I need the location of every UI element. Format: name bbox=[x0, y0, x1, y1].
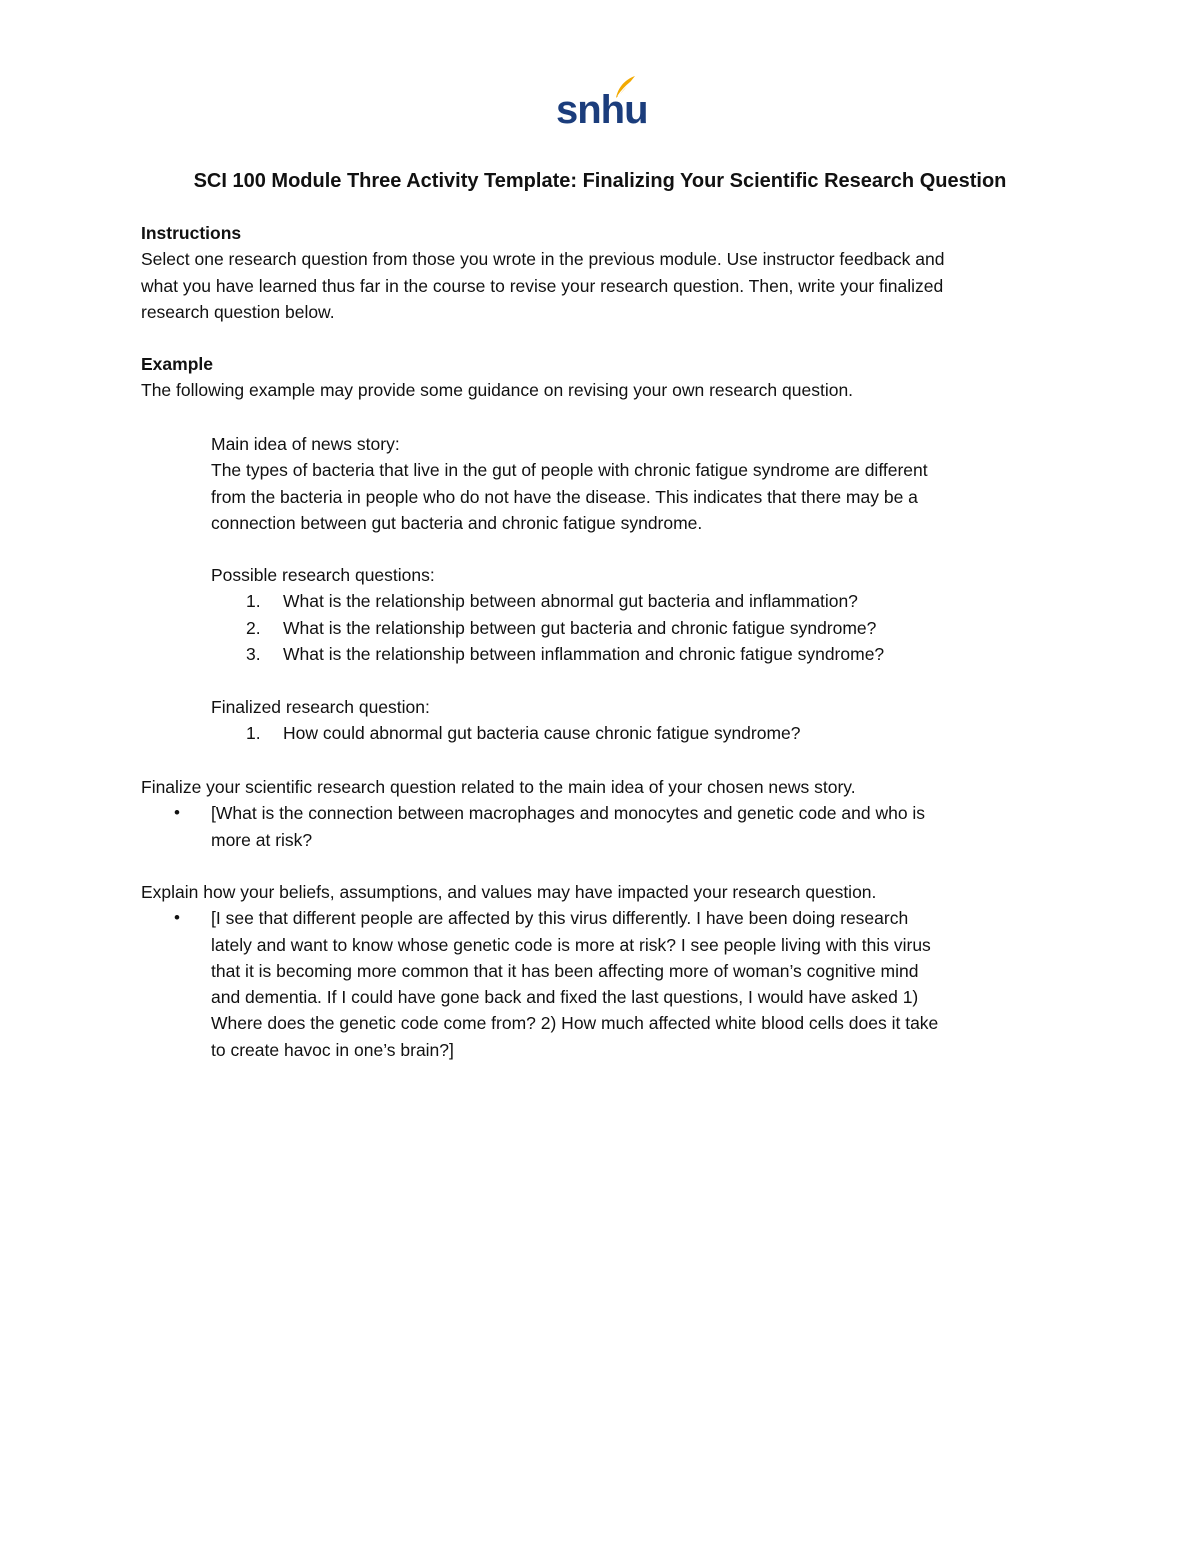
main-idea-line-1: The types of bacteria that live in the gut of people with chronic fatigue syndrome are different bbox=[211, 460, 928, 481]
finalized-question-section bbox=[211, 694, 1061, 747]
explain-answer-line-5: Where does the genetic code come from? 2) How much affected white blood cells does it take bbox=[211, 1013, 939, 1034]
possible-questions-label: Possible research questions: bbox=[211, 565, 435, 585]
instructions-line-3: research question below. bbox=[141, 301, 335, 322]
explain-prompt: Explain how your beliefs, assumptions, and values may have impacted your research question. bbox=[141, 882, 877, 902]
example-heading: Example bbox=[141, 354, 213, 374]
finalize-prompt: Finalize your scientific research question related to the main idea of your chosen news story. bbox=[141, 777, 856, 797]
possible-questions-list bbox=[211, 588, 1061, 667]
explain-section bbox=[141, 879, 1061, 1063]
list-text: What is the relationship between abnormal gut bacteria and inflammation? bbox=[283, 591, 858, 612]
instructions-heading: Instructions bbox=[141, 223, 242, 243]
example-intro: The following example may provide some guidance on revising your own research question. bbox=[141, 380, 854, 401]
main-idea-line-2: from the bacteria in people who do not have the disease. This indicates that there may be a bbox=[211, 486, 918, 507]
finalize-answer-line-1: [What is the connection between macrophages and monocytes and genetic code and who is bbox=[211, 803, 926, 824]
list-number: 1. bbox=[246, 591, 261, 612]
snhu-logo bbox=[556, 74, 648, 134]
list-number: 2. bbox=[246, 617, 261, 638]
possible-questions-section bbox=[211, 562, 1061, 667]
list-item bbox=[211, 641, 1061, 667]
main-idea-section bbox=[211, 431, 1061, 536]
list-item bbox=[211, 588, 1061, 614]
list-text: What is the relationship between inflammation and chronic fatigue syndrome? bbox=[283, 643, 885, 664]
finalized-questions-list bbox=[211, 720, 1061, 746]
list-item bbox=[211, 615, 1061, 641]
bullet-icon: • bbox=[174, 803, 180, 823]
list-number: 1. bbox=[246, 723, 261, 744]
explain-answer-line-2: lately and want to know whose genetic code is more at risk? I see people living with this virus bbox=[211, 934, 931, 955]
logo-text: snhu bbox=[556, 88, 648, 132]
list-number: 3. bbox=[246, 643, 261, 664]
finalize-answer-line-2: more at risk? bbox=[211, 829, 313, 850]
list-text: What is the relationship between gut bacteria and chronic fatigue syndrome? bbox=[283, 617, 877, 638]
instructions-line-2: what you have learned thus far in the course to revise your research question. Then, write your finalized bbox=[141, 275, 944, 296]
main-idea-label: Main idea of news story: bbox=[211, 434, 400, 454]
example-section bbox=[141, 351, 1061, 404]
bullet-icon: • bbox=[174, 908, 180, 928]
finalized-question-label: Finalized research question: bbox=[211, 697, 430, 717]
main-idea-line-3: connection between gut bacteria and chronic fatigue syndrome. bbox=[211, 512, 703, 533]
finalize-section bbox=[141, 774, 1061, 853]
instructions-line-1: Select one research question from those you wrote in the previous module. Use instructor feedback and bbox=[141, 249, 945, 270]
list-text: How could abnormal gut bacteria cause chronic fatigue syndrome? bbox=[283, 723, 801, 744]
explain-answer-line-3: that it is becoming more common that it has been affecting more of woman’s cognitive mind bbox=[211, 960, 919, 981]
list-item bbox=[141, 905, 1061, 1063]
explain-answer-line-4: and dementia. If I could have gone back and fixed the last questions, I would have asked 1) bbox=[211, 987, 919, 1008]
instructions-section bbox=[141, 220, 1061, 325]
finalize-answer-list bbox=[141, 800, 1061, 853]
explain-answer-list bbox=[141, 905, 1061, 1063]
list-item bbox=[141, 800, 1061, 853]
list-item bbox=[211, 720, 1061, 746]
page-title: SCI 100 Module Three Activity Template: Finalizing Your Scientific Research Question bbox=[193, 170, 1007, 192]
explain-answer-line-1: [I see that different people are affected by this virus differently. I have been doing research bbox=[211, 908, 909, 929]
explain-answer-line-6: to create havoc in one’s brain?] bbox=[211, 1039, 454, 1060]
